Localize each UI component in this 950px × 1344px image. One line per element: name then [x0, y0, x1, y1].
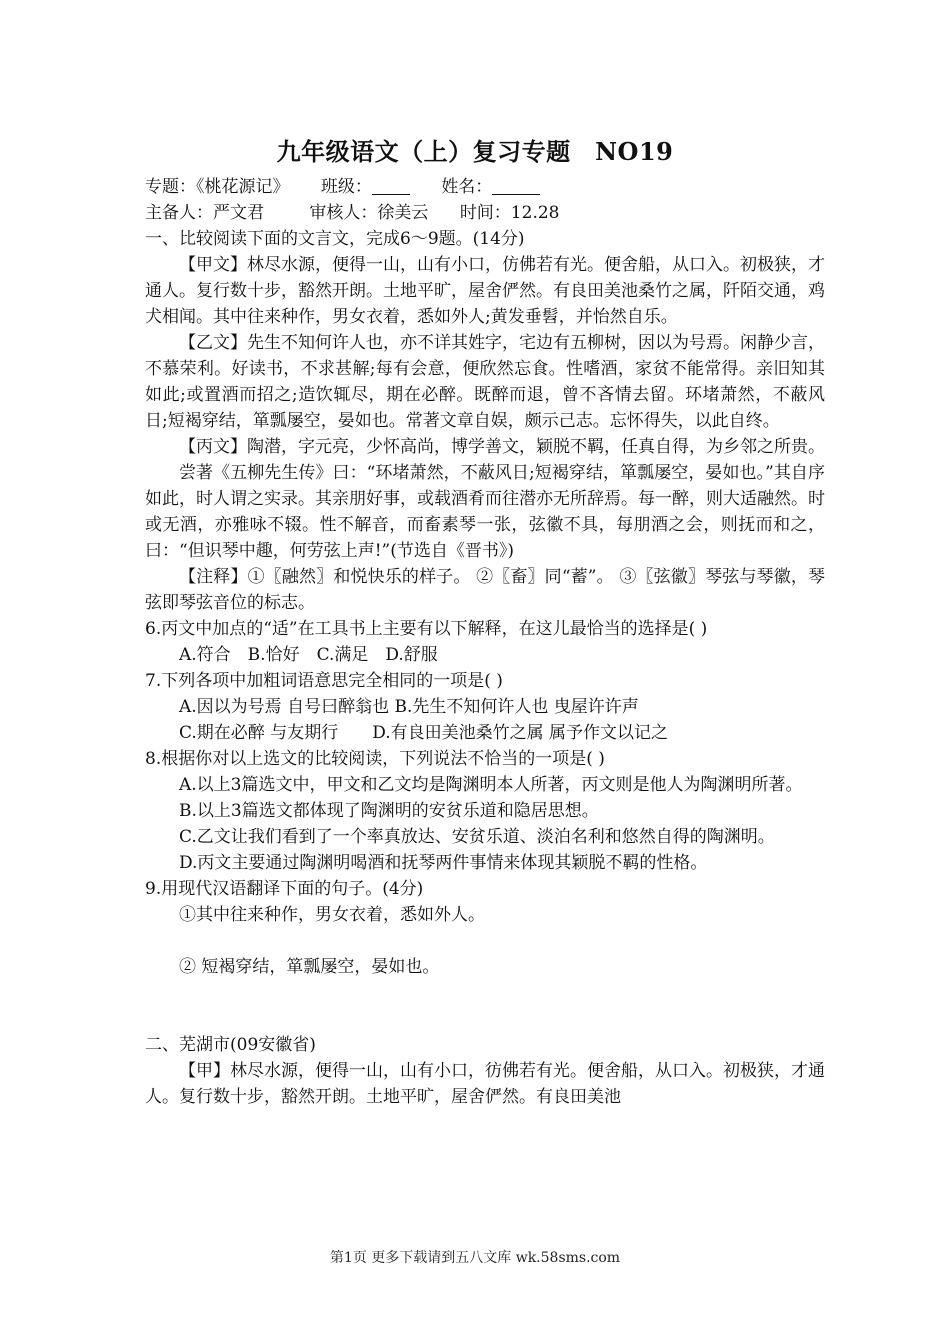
- question-8-option-c: C.乙文让我们看到了一个率真放达、安贫乐道、淡泊名利和悠然自得的陶渊明。: [179, 827, 775, 847]
- question-9-item-1: ①其中往来种作，男女衣着，悉如外人。: [179, 905, 485, 925]
- question-8-option-b: B.以上3篇选文都体现了陶渊明的安贫乐道和隐居思想。: [179, 801, 599, 821]
- name-label: 姓名：: [441, 177, 493, 197]
- question-8-option-d: D.丙文主要通过陶渊明喝酒和抚琴两件事情来体现其颖脱不羁的性格。: [179, 853, 708, 873]
- question-7-options-2: C.期在必醉 与友期行 D.有良田美池桑竹之属 属予作文以记之: [179, 723, 669, 743]
- topic-label: 专题：《桃花源记》: [145, 177, 290, 197]
- document-body: [145, 174, 825, 1110]
- preparer: 主备人：严文君: [145, 203, 264, 223]
- question-7-options-1: A.因以为号焉 自号曰醉翁也 B.先生不知何许人也 曳屋许许声: [179, 697, 639, 717]
- topic-line: [145, 174, 825, 200]
- class-label: 班级：: [320, 177, 372, 197]
- date: 时间：12.28: [459, 203, 560, 223]
- question-6: 6.丙文中加点的“适”在工具书上主要有以下解释，在这儿最恰当的选择是( ): [145, 619, 708, 639]
- question-7: 7.下列各项中加粗词语意思完全相同的一项是( ): [145, 671, 503, 691]
- question-8: 8.根据你对以上选文的比较阅读，下列说法不恰当的一项是( ): [145, 749, 605, 769]
- passage-notes: 【注释】①〖融然〗和悦快乐的样子。 ②〖畜〗同“蓄”。 ③〖弦徽〗琴弦与琴徽，琴弦即琴弦音位的标志。: [145, 567, 825, 613]
- section1-heading: 一、比较阅读下面的文言文，完成6～9题。(14分): [145, 229, 525, 249]
- page-title: 九年级语文（上）复习专题 NO19: [276, 137, 674, 166]
- passage-jia: 【甲文】林尽水源，便得一山，山有小口，仿佛若有光。便舍船，从口入。初极狭，才通人。复行数十步，豁然开朗。土地平旷，屋舍俨然。有良田美池桑竹之属，阡陌交通，鸡犬相闻。其中往来种作，男女衣着，悉如外人;黄发垂髫，并怡然自乐。: [145, 255, 825, 327]
- question-8-option-a: A.以上3篇选文中，甲文和乙文均是陶渊明本人所著，丙文则是他人为陶渊明所著。: [179, 775, 803, 795]
- passage-bing-1: 【丙文】陶潜，字元亮，少怀高尚，博学善文，颖脱不羁，任真自得，为乡邻之所贵。: [179, 437, 825, 457]
- passage-bing-2: 尝著《五柳先生传》曰：“环堵萧然，不蔽风日;短褐穿结，箪瓢屡空，晏如也。”其自序如此，时人谓之实录。其亲朋好事，或载酒肴而往潜亦无所辞焉。每一醉，则大适融然。时或无酒，亦雅咏不辍。性不解音，而畜素琴一张，弦徽不具，每朋酒之会，则抚而和之，曰：“但识琴中趣，何劳弦上声!”(节选自《晋书》): [145, 463, 825, 561]
- staff-line: [145, 200, 825, 226]
- page-footer: 第1页 更多下载请到五八文库 wk.58sms.com: [329, 1250, 621, 1266]
- question-9: 9.用现代汉语翻译下面的句子。(4分): [145, 879, 424, 899]
- passage-yi: 【乙文】先生不知何许人也，亦不详其姓字，宅边有五柳树，因以为号焉。闲静少言，不慕荣利。好读书，不求甚解;每有会意，便欣然忘食。性嗜酒，家贫不能常得。亲旧知其如此;或置酒而招之;造饮辄尽，期在必醉。既醉而退，曾不吝情去留。环堵萧然，不蔽风日;短褐穿结，箪瓢屡空，晏如也。常著文章自娱，颇示己志。忘怀得失，以此自终。: [145, 333, 825, 431]
- name-blank: [492, 176, 540, 195]
- class-blank: [372, 176, 410, 195]
- answer-space: [145, 980, 825, 1006]
- section2-heading: 二、芜湖市(09安徽省): [145, 1035, 316, 1055]
- question-9-item-2: ② 短褐穿结，箪瓢屡空，晏如也。: [179, 957, 440, 977]
- answer-space: [145, 1006, 825, 1032]
- reviewer: 审核人：徐美云: [309, 203, 429, 223]
- section2-passage-jia: 【甲】林尽水源，便得一山，山有小口，彷佛若有光。便舍船，从口入。初极狭，才通人。复行数十步，豁然开朗。土地平旷，屋舍俨然。有良田美池: [145, 1061, 825, 1107]
- answer-space: [145, 928, 825, 954]
- question-6-options: A.符合 B.恰好 C.满足 D.舒服: [179, 645, 438, 665]
